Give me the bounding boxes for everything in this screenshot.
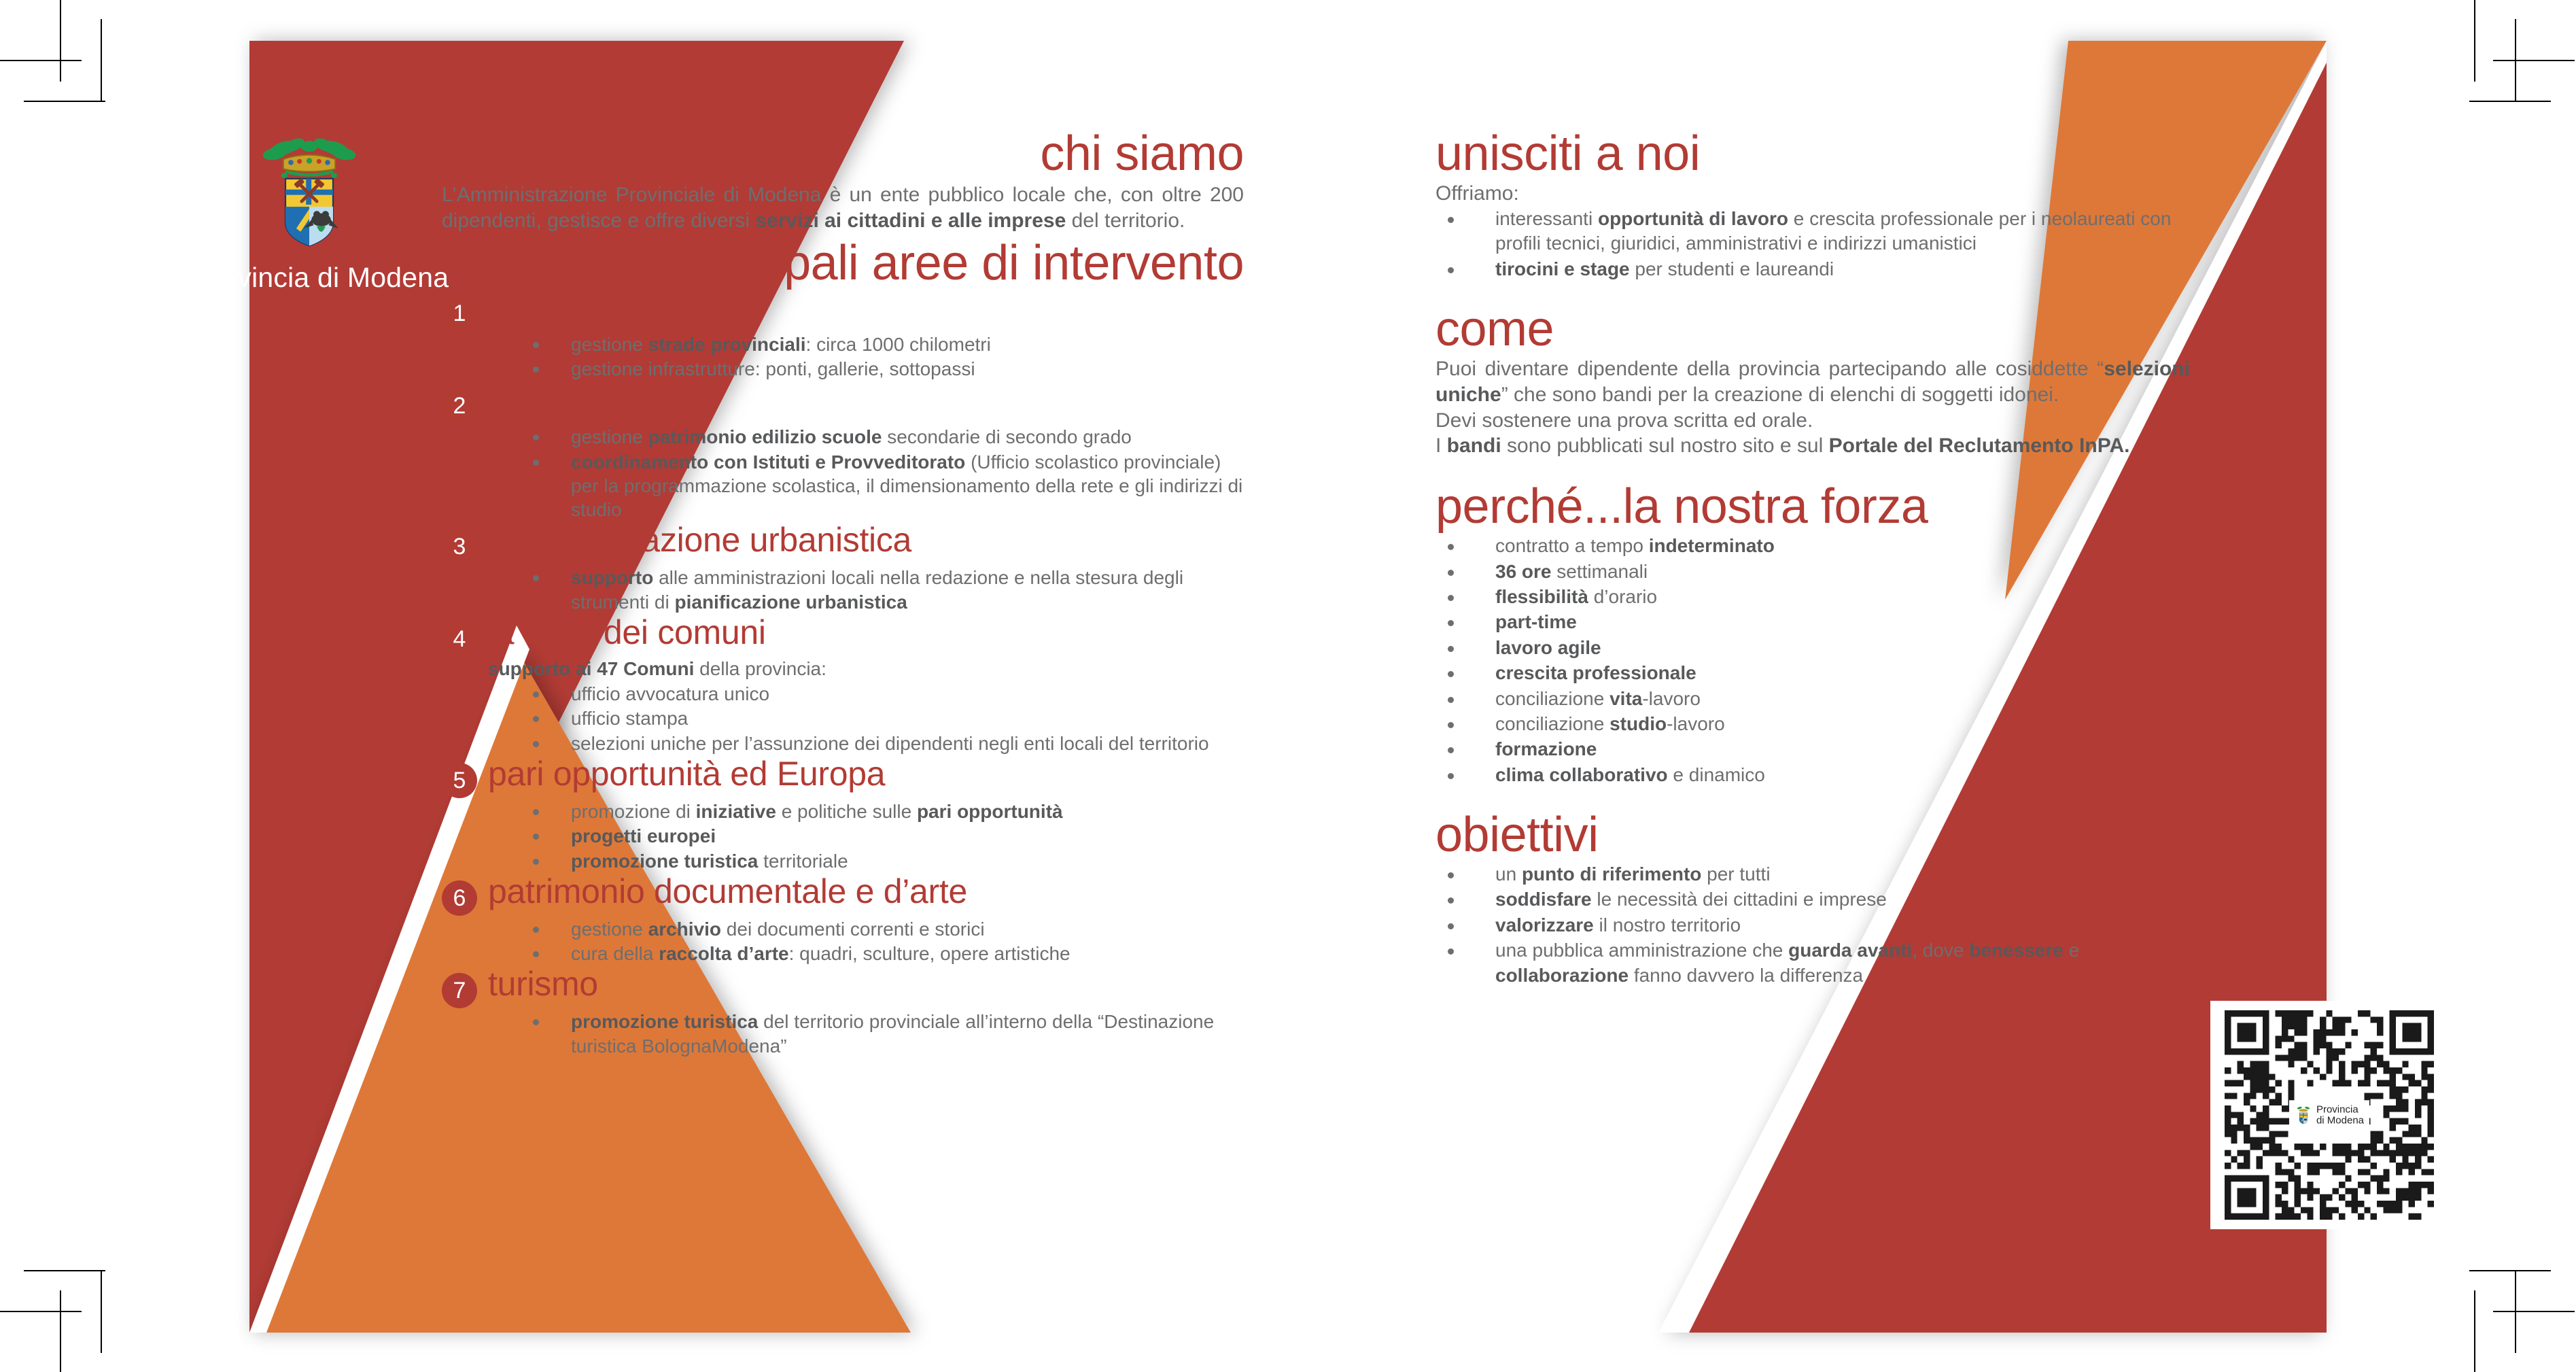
list-item: coordinamento con Istituti e Provveditorato (Ufficio scolastico provinciale) per la programmazione scolastica, il dimensionamento della rete e gli indirizzi di studio [532,450,1244,522]
area-item [442,289,1244,381]
area-title: turismo [488,965,598,1004]
area-item [442,756,1244,873]
right-section [1435,479,2190,787]
section-paragraph: Puoi diventare dipendente della provincia partecipando alle cosiddette “selezioni uniche” che sono bandi per la creazione di elenchi di soggetti idonei. [1435,357,2190,406]
areas-list [442,289,1244,1058]
section-heading: perché...la nostra forza [1435,479,1928,534]
area-bullets [532,917,1244,966]
qr-logo-text [2316,1104,2364,1126]
list-item: una pubblica amministrazione che guarda avanti, dove benessere e collaborazione fanno davvero la differenza [1435,938,2190,988]
list-item: promozione di iniziative e politiche sulle pari opportunità [532,800,1244,823]
right-section [1435,810,2190,988]
brand-name: Provincia di Modena [194,262,449,293]
section-paragraph: I bandi sono pubblicati sul nostro sito e sul Portale del Reclutamento InPA. [1435,434,2130,458]
list-item: part-time [1435,610,2190,634]
section-paragraph: Devi sostenere una prova scritta ed orale. [1435,409,1813,432]
list-item: conciliazione vita-lavoro [1435,687,2190,711]
coat-of-arms-icon [2295,1105,2312,1125]
right-sections [1435,126,2190,988]
list-item: gestione patrimonio edilizio scuole secondarie di secondo grado [532,425,1244,449]
list-item: tirocini e stage per studenti e laureandi [1435,257,2190,281]
right-section [1435,126,2190,281]
area-item [442,874,1244,966]
area-number-badge: 5 [442,763,477,798]
left-column [442,126,1244,1059]
area-bullets [532,332,1244,381]
list-item: un punto di riferimento per tutti [1435,862,2190,887]
list-item: gestione archivio dei documenti correnti e storici [532,917,1244,941]
area-number-badge: 6 [442,880,477,916]
list-item: crescita professionale [1435,661,2190,685]
right-section [1435,301,2190,459]
area-number-badge: 3 [442,529,477,564]
list-item: ufficio avvocatura unico [532,682,1244,706]
section-heading: come [1435,301,1554,356]
list-item: conciliazione studio-lavoro [1435,712,2190,736]
area-header [442,289,1244,331]
qr-logo-line1: Provincia [2316,1103,2359,1116]
qr-center-logo [2289,1100,2369,1130]
section-bullets [1435,207,2190,281]
area-header [442,756,1244,798]
area-item [442,522,1244,614]
list-item: cura della raccolta d’arte: quadri, sculture, opere artistiche [532,942,1244,965]
qr-code[interactable] [2210,1001,2448,1229]
area-title: viabilità e trasporti [488,287,758,326]
list-item: 36 ore settimanali [1435,560,2190,584]
area-number-badge: 1 [442,296,477,331]
heading-chi-siamo: chi siamo [1040,126,1244,181]
section-heading: unisciti a noi [1435,126,1701,181]
area-header [442,522,1244,564]
list-item: interessanti opportunità di lavoro e crescita professionale per i neolaureati con profili tecnici, giuridici, amministrativi e indirizzi umanistici [1435,207,2190,256]
list-item: promozione turistica territoriale [532,849,1244,873]
section-lead: Offriamo: [1435,182,1519,205]
area-item [442,615,1244,755]
intro-paragraph: L’Amministrazione Provinciale di Modena è un ente pubblico locale che, con oltre 200 dipendenti, gestisce e offre diversi servizi ai cittadini e alle imprese del territorio. [442,184,1244,233]
list-item: gestione infrastrutture: ponti, gallerie, sottopassi [532,357,1244,381]
area-header [442,381,1244,424]
list-item: selezioni uniche per l’assunzione dei dipendenti negli enti locali del territorio [532,732,1244,755]
list-item: promozione turistica del territorio provinciale all’interno della “Destinazione turistica BolognaModena” [532,1010,1244,1058]
area-title: patrimonio documentale e d’arte [488,872,968,910]
area-bullets [532,800,1244,873]
list-item: progetti europei [532,824,1244,848]
list-item: ufficio stampa [532,706,1244,730]
area-title: scuola [488,380,585,419]
area-bullets [532,1010,1244,1058]
area-number-badge: 2 [442,388,477,424]
area-number-badge: 7 [442,973,477,1008]
list-item: formazione [1435,737,2190,761]
area-header [442,874,1244,916]
section-heading: obiettivi [1435,808,1599,863]
area-item [442,966,1244,1058]
list-item: contratto a tempo indeterminato [1435,534,2190,558]
area-title: la casa dei comuni [488,613,766,651]
area-lead: supporto ai 47 Comuni della provincia: [488,657,826,679]
area-bullets [532,682,1244,755]
list-item: flessibilità d’orario [1435,585,2190,609]
list-item: lavoro agile [1435,636,2190,660]
list-item: clima collaborativo e dinamico [1435,763,2190,787]
list-item: soddisfare le necessità dei cittadini e imprese [1435,887,2190,912]
area-item [442,381,1244,521]
coat-of-arms-icon [255,133,364,252]
area-title: programmazione urbanistica [488,521,912,560]
list-item: supporto alle amministrazioni locali nella redazione e nella stesura degli strumenti di pianificazione urbanistica [532,566,1244,614]
section-bullets [1435,862,2190,988]
right-column [1435,126,2190,1011]
area-bullets [532,566,1244,614]
area-bullets [532,425,1244,521]
section-bullets [1435,534,2190,787]
list-item: gestione strade provinciali: circa 1000 chilometri [532,332,1244,356]
area-header [442,615,1244,657]
area-number-badge: 4 [442,621,477,657]
qr-logo-line2: di Modena [2316,1114,2365,1126]
area-title: pari opportunità ed Europa [488,754,886,793]
brand-logo [194,133,449,294]
list-item: valorizzare il nostro territorio [1435,913,2190,938]
area-header [442,966,1244,1008]
heading-aree-intervento: principali aree di intervento [669,235,1244,290]
